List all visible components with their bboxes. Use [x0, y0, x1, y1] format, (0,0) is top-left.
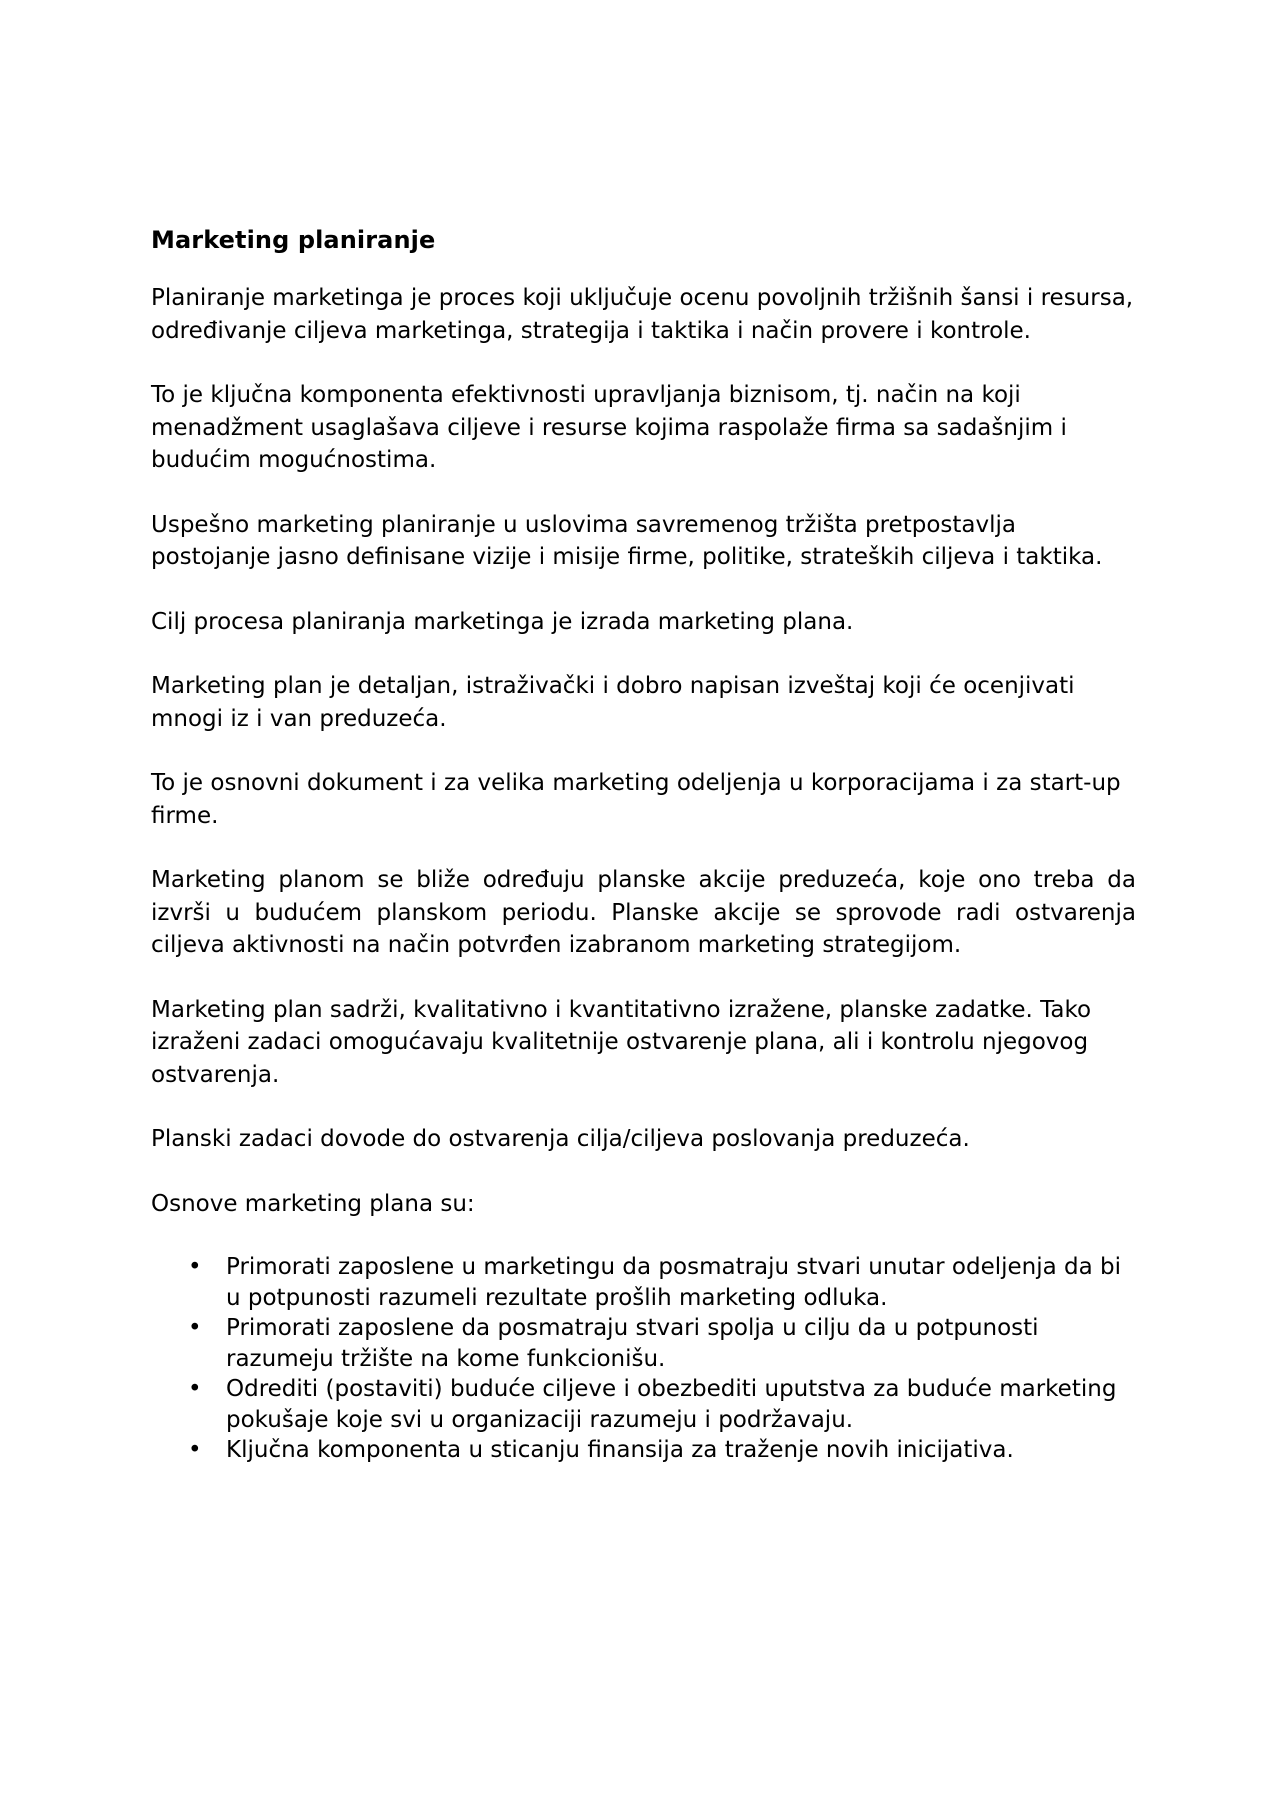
bullet-icon: •: [188, 1254, 202, 1280]
paragraph: To je ključna komponenta efektivnosti upravljanja biznisom, tj. način na koji menadžment usaglašava ciljeve i resurse kojima raspolaže firma sa sadašnjim i budućim mogućnostima.: [151, 382, 1067, 473]
list-intro: Osnove marketing plana su:: [151, 1190, 475, 1217]
list-item: [151, 1374, 1136, 1435]
paragraph: Marketing planom se bliže određuju planske akcije preduzeća, koje ono treba da izvrši u budućem planskom periodu. Planske akcije se sprovode radi ostvarenja ciljeva aktivnosti na način potvrđen izabranom marketing strategijom.: [151, 867, 1136, 958]
paragraph: Cilj procesa planiranja marketinga je izrada marketing plana.: [151, 608, 854, 635]
list-item-text: Primorati zaposlene u marketingu da posmatraju stvari unutar odeljenja da bi u potpunosti razumeli rezultate prošlih marketing odluka.: [226, 1254, 1122, 1311]
bullet-list: [151, 1252, 1136, 1466]
paragraph: Marketing plan je detaljan, istraživački i dobro napisan izveštaj koji će ocenjivati mnogi iz i van preduzeća.: [151, 673, 1075, 732]
bullet-icon: •: [188, 1437, 202, 1463]
list-item: [151, 1313, 1136, 1374]
list-item-text: Odrediti (postaviti) buduće ciljeve i obezbediti uputstva za buduće marketing pokušaje koje svi u organizaciji razumeju i podržavaju.: [226, 1376, 1117, 1433]
list-item: [151, 1252, 1136, 1313]
list-item-text: Primorati zaposlene da posmatraju stvari spolja u cilju da u potpunosti razumeju tržište na kome funkcionišu.: [226, 1315, 1039, 1372]
list-item-text: Ključna komponenta u sticanju finansija za traženje novih inicijativa.: [226, 1437, 1014, 1463]
paragraph: Planiranje marketinga je proces koji uključuje ocenu povoljnih tržišnih šansi i resursa, određivanje ciljeva marketinga, strategija i taktika i način provere i kontrole.: [151, 285, 1134, 344]
paragraph: Planski zadaci dovode do ostvarenja cilja/ciljeva poslovanja preduzeća.: [151, 1126, 970, 1152]
bullet-icon: •: [188, 1376, 202, 1402]
list-item: [151, 1435, 1136, 1466]
bullet-icon: •: [188, 1315, 202, 1341]
paragraph: Marketing plan sadrži, kvalitativno i kvantitativno izražene, planske zadatke. Tako izraženi zadaci omogućavaju kvalitetnije ostvarenje plana, ali i kontrolu njegovog ostvarenja.: [151, 996, 1092, 1088]
document-title: Marketing planiranje: [151, 226, 436, 254]
paragraph: To je osnovni dokument i za velika marketing odeljenja u korporacijama i za start-up firme.: [151, 770, 1121, 829]
document-body: [151, 224, 1136, 1466]
paragraph: Uspešno marketing planiranje u uslovima savremenog tržišta pretpostavlja postojanje jasno definisane vizije i misije firme, politike, strateških ciljeva i taktika.: [151, 511, 1103, 570]
